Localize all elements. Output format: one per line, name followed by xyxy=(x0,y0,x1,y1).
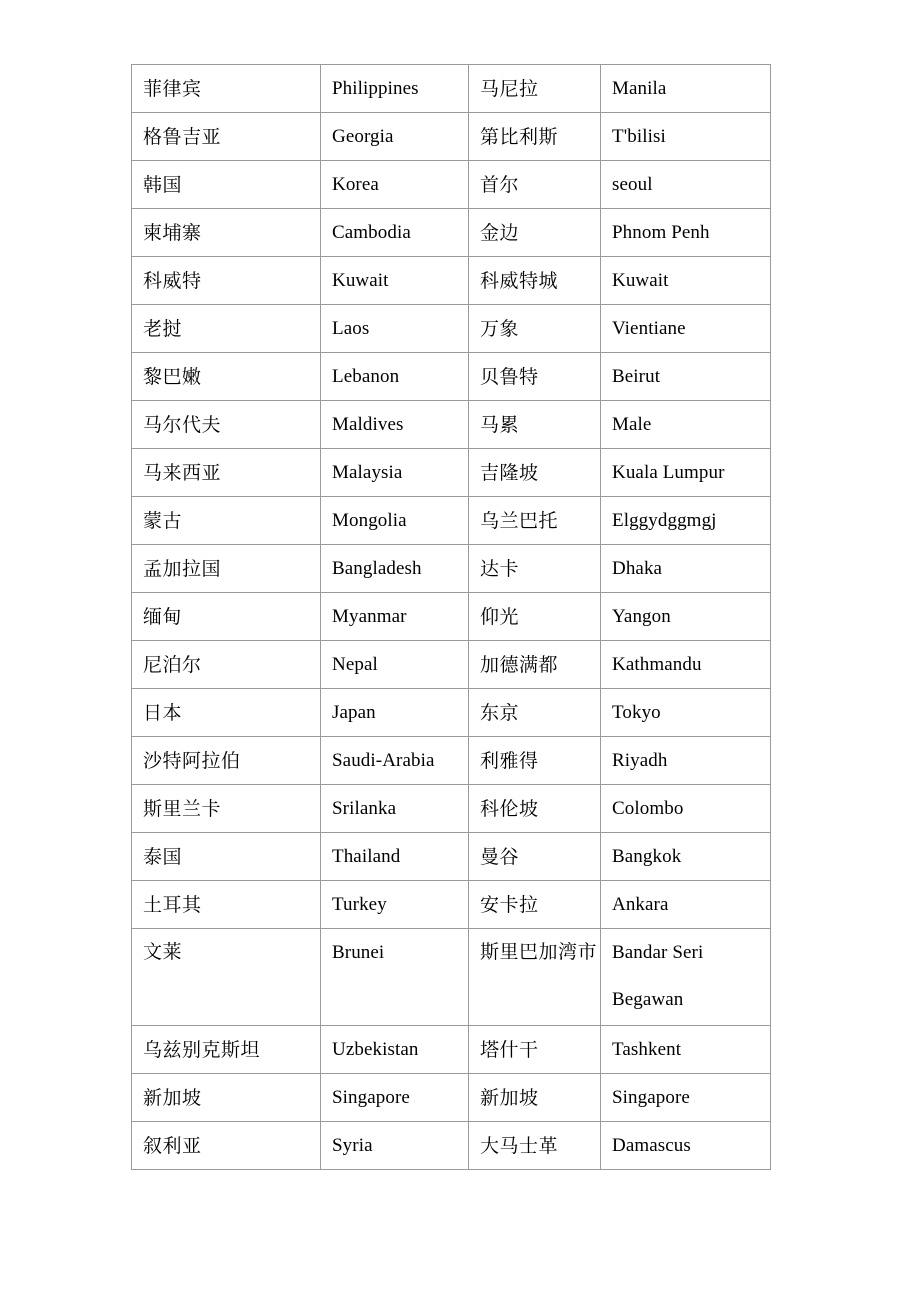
table-row xyxy=(132,737,771,785)
cell-capital_cn: 第比利斯 xyxy=(469,113,601,161)
cell-capital_cn: 乌兰巴托 xyxy=(469,497,601,545)
cell-capital_cn: 斯里巴加湾市 xyxy=(469,929,601,1026)
cell-capital_en: Phnom Penh xyxy=(601,209,771,257)
cell-country_cn: 土耳其 xyxy=(132,881,321,929)
cell-country_en: Syria xyxy=(321,1122,469,1170)
cell-capital_en: Bangkok xyxy=(601,833,771,881)
cell-country_en: Bangladesh xyxy=(321,545,469,593)
table-row xyxy=(132,1026,771,1074)
country-capital-table xyxy=(131,64,771,1170)
cell-country_en: Korea xyxy=(321,161,469,209)
cell-country_en: Cambodia xyxy=(321,209,469,257)
cell-country_cn: 孟加拉国 xyxy=(132,545,321,593)
cell-capital_en: Dhaka xyxy=(601,545,771,593)
cell-capital_cn: 吉隆坡 xyxy=(469,449,601,497)
cell-country_cn: 缅甸 xyxy=(132,593,321,641)
table-row xyxy=(132,353,771,401)
cell-country_cn: 格鲁吉亚 xyxy=(132,113,321,161)
table-row xyxy=(132,65,771,113)
cell-capital_en: Bandar Seri Begawan xyxy=(601,929,771,1026)
cell-capital_en: T'bilisi xyxy=(601,113,771,161)
cell-capital_en: Colombo xyxy=(601,785,771,833)
table-row xyxy=(132,209,771,257)
cell-country_en: Kuwait xyxy=(321,257,469,305)
cell-capital_en: Riyadh xyxy=(601,737,771,785)
cell-capital_cn: 加德满都 xyxy=(469,641,601,689)
cell-country_cn: 泰国 xyxy=(132,833,321,881)
cell-capital_cn: 东京 xyxy=(469,689,601,737)
table-row xyxy=(132,1122,771,1170)
table-row xyxy=(132,881,771,929)
cell-capital_en: Male xyxy=(601,401,771,449)
cell-country_en: Saudi-Arabia xyxy=(321,737,469,785)
cell-capital_en: Singapore xyxy=(601,1074,771,1122)
cell-capital_cn: 万象 xyxy=(469,305,601,353)
cell-capital_cn: 马尼拉 xyxy=(469,65,601,113)
cell-capital_en: Kathmandu xyxy=(601,641,771,689)
cell-capital_cn: 曼谷 xyxy=(469,833,601,881)
cell-capital_cn: 仰光 xyxy=(469,593,601,641)
cell-country_cn: 黎巴嫩 xyxy=(132,353,321,401)
table-row xyxy=(132,161,771,209)
table-row xyxy=(132,401,771,449)
cell-country_en: Turkey xyxy=(321,881,469,929)
table-row xyxy=(132,449,771,497)
cell-country_cn: 日本 xyxy=(132,689,321,737)
cell-capital_en: Kuala Lumpur xyxy=(601,449,771,497)
cell-capital_en: Kuwait xyxy=(601,257,771,305)
cell-country_cn: 蒙古 xyxy=(132,497,321,545)
cell-country_en: Japan xyxy=(321,689,469,737)
cell-country_en: Georgia xyxy=(321,113,469,161)
cell-country_en: Uzbekistan xyxy=(321,1026,469,1074)
cell-country_en: Laos xyxy=(321,305,469,353)
cell-capital_cn: 贝鲁特 xyxy=(469,353,601,401)
cell-capital_cn: 首尔 xyxy=(469,161,601,209)
table-body xyxy=(132,65,771,1170)
cell-country_en: Malaysia xyxy=(321,449,469,497)
table-row xyxy=(132,305,771,353)
table-container xyxy=(131,64,770,1170)
cell-capital_en: Beirut xyxy=(601,353,771,401)
cell-capital_cn: 马累 xyxy=(469,401,601,449)
cell-country_cn: 乌兹别克斯坦 xyxy=(132,1026,321,1074)
cell-capital_cn: 大马士革 xyxy=(469,1122,601,1170)
cell-capital_en: Tokyo xyxy=(601,689,771,737)
cell-capital_en: Yangon xyxy=(601,593,771,641)
cell-capital_cn: 科伦坡 xyxy=(469,785,601,833)
cell-country_cn: 科威特 xyxy=(132,257,321,305)
cell-country_cn: 尼泊尔 xyxy=(132,641,321,689)
cell-country_cn: 韩国 xyxy=(132,161,321,209)
cell-capital_en: Damascus xyxy=(601,1122,771,1170)
cell-capital_cn: 科威特城 xyxy=(469,257,601,305)
cell-country_en: Maldives xyxy=(321,401,469,449)
cell-country_en: Srilanka xyxy=(321,785,469,833)
cell-country_en: Philippines xyxy=(321,65,469,113)
table-row xyxy=(132,497,771,545)
table-row xyxy=(132,689,771,737)
cell-country_en: Lebanon xyxy=(321,353,469,401)
cell-country_cn: 菲律宾 xyxy=(132,65,321,113)
cell-capital_cn: 利雅得 xyxy=(469,737,601,785)
cell-capital_cn: 塔什干 xyxy=(469,1026,601,1074)
table-row xyxy=(132,257,771,305)
cell-country_cn: 马尔代夫 xyxy=(132,401,321,449)
cell-capital_cn: 新加坡 xyxy=(469,1074,601,1122)
cell-capital_en: Manila xyxy=(601,65,771,113)
table-row xyxy=(132,113,771,161)
cell-country_cn: 马来西亚 xyxy=(132,449,321,497)
cell-capital_en: Elggydggmgj xyxy=(601,497,771,545)
cell-country_cn: 新加坡 xyxy=(132,1074,321,1122)
cell-capital_cn: 金边 xyxy=(469,209,601,257)
table-row xyxy=(132,785,771,833)
cell-country_cn: 文莱 xyxy=(132,929,321,1026)
cell-capital_en: seoul xyxy=(601,161,771,209)
cell-country_cn: 老挝 xyxy=(132,305,321,353)
cell-country_en: Brunei xyxy=(321,929,469,1026)
cell-capital_cn: 达卡 xyxy=(469,545,601,593)
cell-country_en: Nepal xyxy=(321,641,469,689)
cell-country_cn: 叙利亚 xyxy=(132,1122,321,1170)
cell-capital_en: Vientiane xyxy=(601,305,771,353)
table-row xyxy=(132,833,771,881)
cell-country_en: Mongolia xyxy=(321,497,469,545)
cell-country_cn: 沙特阿拉伯 xyxy=(132,737,321,785)
cell-country_en: Thailand xyxy=(321,833,469,881)
cell-capital_en: Ankara xyxy=(601,881,771,929)
cell-country_en: Myanmar xyxy=(321,593,469,641)
table-row xyxy=(132,929,771,1026)
cell-country_en: Singapore xyxy=(321,1074,469,1122)
cell-country_cn: 斯里兰卡 xyxy=(132,785,321,833)
cell-capital_cn: 安卡拉 xyxy=(469,881,601,929)
cell-capital_en: Tashkent xyxy=(601,1026,771,1074)
table-row xyxy=(132,545,771,593)
table-row xyxy=(132,1074,771,1122)
table-row xyxy=(132,641,771,689)
table-row xyxy=(132,593,771,641)
cell-country_cn: 柬埔寨 xyxy=(132,209,321,257)
